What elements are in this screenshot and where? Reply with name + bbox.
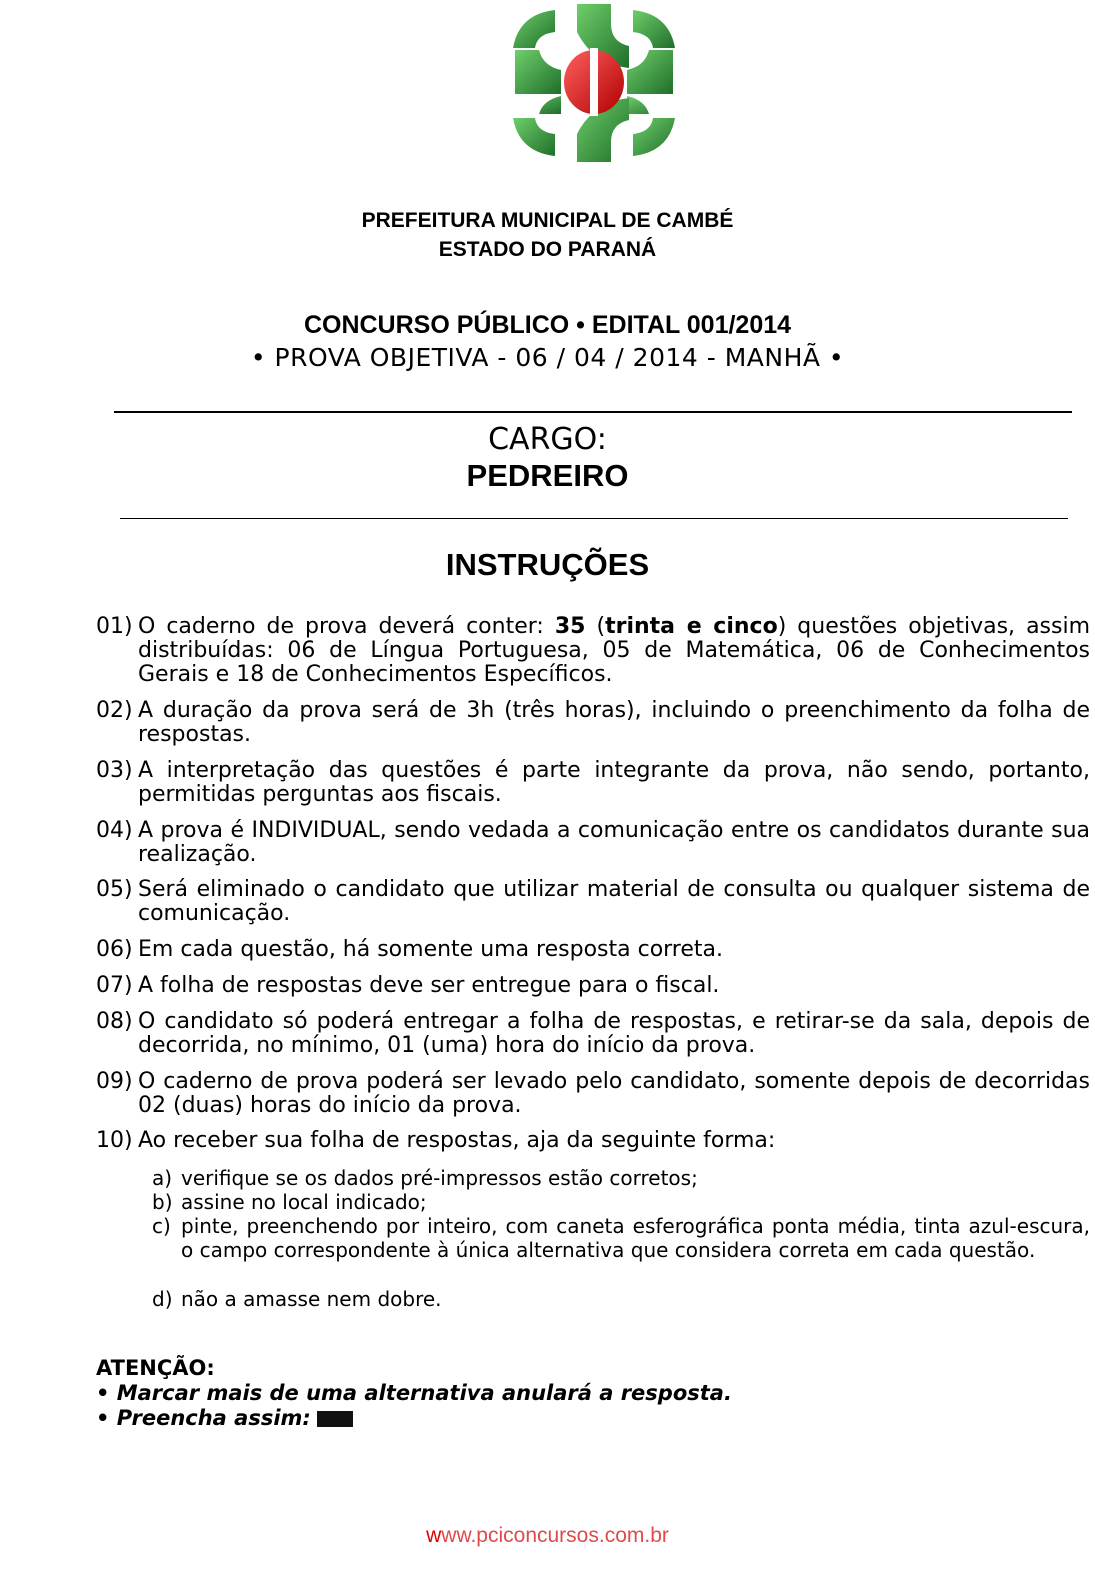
attention-title: ATENÇÃO: <box>96 1356 215 1380</box>
divider-top <box>114 411 1072 413</box>
exam-subtitle: • PROVA OBJETIVA - 06 / 04 / 2014 - MANHÃ • <box>250 343 845 372</box>
sub-item: c) pinte, preenchendo por inteiro, com caneta esferográfica ponta média, tinta azul-escura, o campo correspondente à única alternativa que considera correta em cada questão. <box>152 1214 1090 1262</box>
cargo-label: CARGO: <box>488 422 607 457</box>
instruction-item: 10) Ao receber sua folha de respostas, aja da seguinte forma: <box>96 1128 776 1153</box>
sub-item: b) assine no local indicado; <box>152 1190 427 1214</box>
header-line-2: ESTADO DO PARANÁ <box>438 238 657 261</box>
instruction-item: 09) O caderno de prova poderá ser levado pelo candidato, somente depois de decorridas 02 (duas) horas do início da prova. <box>96 1069 1090 1118</box>
instruction-item: 02) A duração da prova será de 3h (três horas), incluindo o preenchimento da folha de respostas. <box>96 698 1090 747</box>
header-line-1: PREFEITURA MUNICIPAL DE CAMBÉ <box>361 209 734 232</box>
sub-item: a) verifique se os dados pré-impressos estão corretos; <box>152 1166 698 1190</box>
filled-mark-example <box>317 1411 353 1427</box>
footer-url[interactable]: www.pciconcursos.com.br <box>426 1524 669 1547</box>
instruction-item: 03) A interpretação das questões é parte integrante da prova, não sendo, portanto, permitidas perguntas aos fiscais. <box>96 758 1090 807</box>
instruction-item: 04) A prova é INDIVIDUAL, sendo vedada a comunicação entre os candidatos durante sua realização. <box>96 818 1090 867</box>
municipal-logo <box>509 2 679 164</box>
instruction-item: 05) Será eliminado o candidato que utilizar material de consulta ou qualquer sistema de comunicação. <box>96 877 1090 926</box>
instruction-item: 06) Em cada questão, há somente uma resposta correta. <box>96 937 724 962</box>
attention-note-1: • Marcar mais de uma alternativa anulará a resposta. <box>96 1381 732 1405</box>
instructions-title: INSTRUÇÕES <box>445 547 650 582</box>
attention-note-2: • Preencha assim: <box>96 1406 353 1431</box>
instruction-item: 01) O caderno de prova deverá conter: 35 (trinta e cinco) questões objetivas, assim distribuídas: 06 de Língua Portuguesa, 05 de Matemática, 06 de Conhecimentos Gerais e 18 de Conhecimentos Específicos. <box>96 614 1091 687</box>
instruction-item: 08) O candidato só poderá entregar a folha de respostas, e retirar-se da sala, depois de decorrida, no mínimo, 01 (uma) hora do início da prova. <box>96 1009 1090 1058</box>
sub-item: d) não a amasse nem dobre. <box>152 1287 442 1311</box>
cargo-value: PEDREIRO <box>466 458 629 493</box>
divider-bottom <box>120 518 1068 519</box>
instruction-item: 07) A folha de respostas deve ser entregue para o fiscal. <box>96 973 720 998</box>
exam-title: CONCURSO PÚBLICO • EDITAL 001/2014 <box>303 311 792 339</box>
